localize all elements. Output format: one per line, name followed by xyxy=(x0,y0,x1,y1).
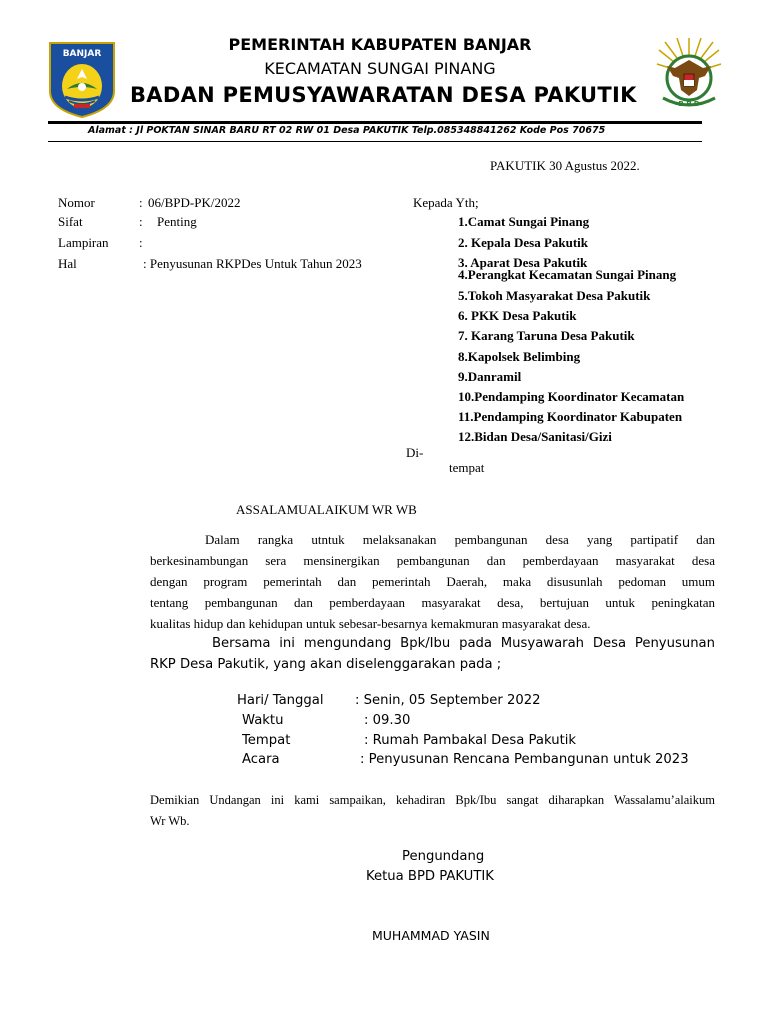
logo-left-text: BANJAR xyxy=(62,49,102,59)
body-paragraph-1 xyxy=(150,529,715,634)
recipients-heading: Kepada Yth; xyxy=(413,195,479,210)
paragraph-line: Wr Wb. xyxy=(150,814,190,828)
meta-sep-lampiran: : xyxy=(139,235,143,250)
meta-label-nomor: Nomor xyxy=(58,195,95,210)
meta-label-sifat: Sifat xyxy=(58,214,83,229)
district-name: KECAMATAN SUNGAI PINANG xyxy=(264,59,496,78)
recipient-item: 2. Kepala Desa Pakutik xyxy=(458,235,589,250)
paragraph-line: kualitas hidup dan kehidupan untuk sebesar-besarnya kemakmuran masyarakat desa. xyxy=(150,616,591,631)
schedule-value-waktu: : 09.30 xyxy=(364,713,411,728)
recipient-item: 3. Aparat Desa Pakutik xyxy=(458,255,588,270)
meta-sep-nomor: : xyxy=(139,195,143,210)
recipient-item: 11.Pendamping Koordinator Kabupaten xyxy=(458,409,683,424)
recipients-di: Di- xyxy=(406,445,424,460)
schedule-value-acara: : Penyusunan Rencana Pembangunan untuk 2023 xyxy=(360,752,689,767)
recipient-item: 12.Bidan Desa/Sanitasi/Gizi xyxy=(458,429,612,444)
logo-right-text: B P D xyxy=(678,100,700,108)
schedule-label-acara: Acara xyxy=(242,752,280,767)
paragraph-line: berkesinambungan sera mensinergikan pembangunan dan pemberdayaan masyarakat desa xyxy=(150,553,715,568)
schedule-label-hari: Hari/ Tanggal xyxy=(237,693,324,708)
meta-value-sifat: Penting xyxy=(157,214,197,229)
paragraph-line: Demikian Undangan ini kami sampaikan, kehadiran Bpk/Ibu sangat diharapkan Wassalamu’alaikum xyxy=(150,793,715,807)
header-rule-thick xyxy=(48,121,702,124)
paragraph-line: Bersama ini mengundang Bpk/Ibu pada Musyawarah Desa Penyusunan xyxy=(212,636,715,651)
recipient-item: 7. Karang Taruna Desa Pakutik xyxy=(458,328,635,343)
schedule-label-waktu: Waktu xyxy=(242,713,284,728)
signatory-name: MUHAMMAD YASIN xyxy=(372,928,490,943)
paragraph-line: dengan program pemerintah dan pemerintah Daerah, maka disusunlah pedoman umum xyxy=(150,574,715,589)
address-line: Alamat : Jl POKTAN SINAR BARU RT 02 RW 01 Desa PAKUTIK Telp.085348841262 Kode Pos 70675 xyxy=(88,125,606,136)
institution-name: BADAN PEMUSYAWARATAN DESA PAKUTIK xyxy=(130,83,637,107)
signature-line-2: Ketua BPD PAKUTIK xyxy=(366,869,494,884)
meta-value-hal: : Penyusunan RKPDes Untuk Tahun 2023 xyxy=(143,256,362,271)
body-paragraph-2 xyxy=(150,633,715,675)
letter-date: PAKUTIK 30 Agustus 2022. xyxy=(490,158,640,173)
recipient-item: 5.Tokoh Masyarakat Desa Pakutik xyxy=(458,288,651,303)
recipient-item: 1.Camat Sungai Pinang xyxy=(458,214,590,229)
recipients-tempat: tempat xyxy=(449,460,485,475)
bpd-garuda-logo xyxy=(655,38,723,116)
schedule-value-hari: : Senin, 05 September 2022 xyxy=(355,693,541,708)
recipient-item: 4.Perangkat Kecamatan Sungai Pinang xyxy=(458,267,677,282)
meta-value-nomor: 06/BPD-PK/2022 xyxy=(148,195,241,210)
closing-paragraph xyxy=(150,790,715,832)
government-name: PEMERINTAH KABUPATEN BANJAR xyxy=(228,35,532,54)
meta-sep-sifat: : xyxy=(139,214,143,229)
recipient-item: 8.Kapolsek Belimbing xyxy=(458,349,581,364)
recipient-item: 10.Pendamping Koordinator Kecamatan xyxy=(458,389,685,404)
recipient-item: 9.Danramil xyxy=(458,369,522,384)
paragraph-line: tentang pembangunan dan pemberdayaan masyarakat desa, bertujuan untuk peningkatan xyxy=(150,595,715,610)
signature-line-1: Pengundang xyxy=(402,849,485,864)
meta-label-hal: Hal xyxy=(58,256,77,271)
greeting: ASSALAMUALAIKUM WR WB xyxy=(236,502,417,517)
schedule-value-tempat: : Rumah Pambakal Desa Pakutik xyxy=(364,733,577,748)
meta-label-lampiran: Lampiran xyxy=(58,235,109,250)
paragraph-line: Dalam rangka utntuk melaksanakan pembangunan desa yang partipatif dan xyxy=(205,532,715,547)
banjar-regency-logo xyxy=(47,41,117,119)
recipient-item: 6. PKK Desa Pakutik xyxy=(458,308,577,323)
schedule-label-tempat: Tempat xyxy=(242,733,291,748)
paragraph-line: RKP Desa Pakutik, yang akan diselenggarakan pada ; xyxy=(150,657,502,672)
header-rule-thin xyxy=(48,141,702,142)
